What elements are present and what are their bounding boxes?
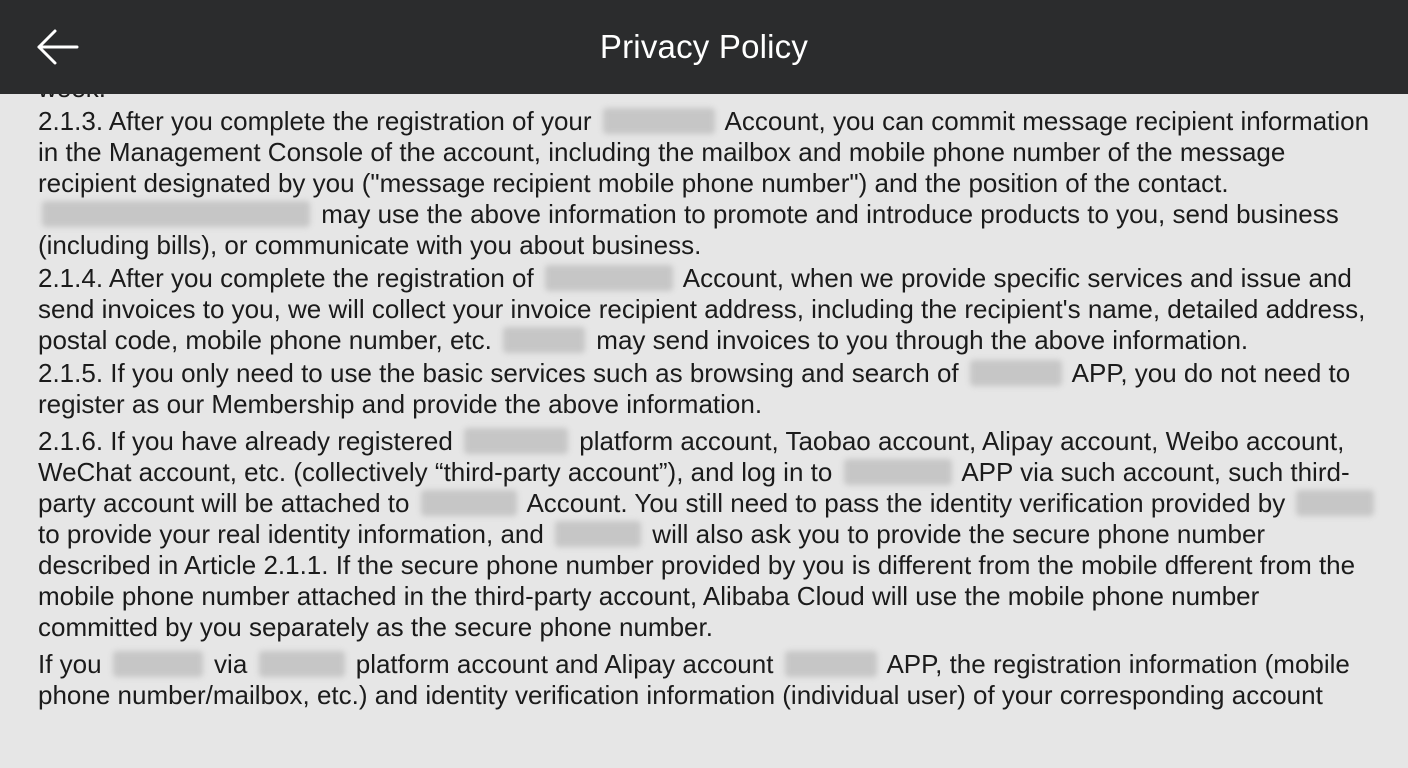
section-text: will also ask you to provide the secure phone number described in Article 2.1.1. If the secure phone number provided by you is different from the mobile dfferent from the mobile phone number attached in the third-party account, Alibaba Cloud will use the mobile phone number committed by you separately as the secure phone number.: [38, 519, 1356, 642]
redacted-name: [970, 360, 1062, 386]
section-text: 2.1.6. If you have already registered: [38, 426, 461, 456]
section-text: platform account and Alipay account: [348, 649, 781, 679]
section-registration-info: [38, 649, 1383, 711]
redacted-name: [113, 651, 203, 677]
redacted-name: [785, 651, 877, 677]
policy-text: [38, 42, 1383, 713]
top-app-bar: [0, 0, 1408, 94]
redacted-name: [555, 521, 641, 547]
section-text: Account. You still need to pass the identity verification provided by: [520, 488, 1293, 518]
redacted-name: [42, 201, 310, 227]
redacted-name: [844, 459, 952, 485]
section-text: platform account, Taobao account, Alipay account, Weibo account, WeChat account, etc. (collectively “third-party account”), and log in to: [38, 426, 1345, 487]
section-text: If you: [38, 649, 109, 679]
redacted-name: [603, 108, 715, 134]
section-2-1-5: [38, 358, 1383, 420]
redacted-name: [421, 490, 517, 516]
section-2-1-3: [38, 106, 1383, 261]
section-2-1-4: [38, 263, 1383, 356]
redacted-name: [1296, 490, 1374, 516]
section-text: Account, when we provide specific services and issue and send invoices to you, we will collect your invoice recipient address, including the recipient's name, detailed address, postal code, mobile phone number, etc.: [38, 263, 1366, 355]
page-title: Privacy Policy: [599, 28, 809, 65]
policy-content[interactable]: [0, 94, 1408, 768]
redacted-name: [464, 428, 568, 454]
section-text: APP, the registration information (mobile phone number/mailbox, etc.) and identity verification information (individual user) of your corresponding account: [38, 649, 1350, 710]
section-text: APP, you do not need to register as our Membership and provide the above information.: [38, 358, 1351, 419]
section-2-1-6: [38, 426, 1383, 643]
section-text: 2.1.4. After you complete the registration of: [38, 263, 541, 293]
section-text: APP via such account, such third-party account will be attached to: [38, 457, 1350, 518]
redacted-name: [545, 265, 673, 291]
section-text: to provide your real identity information, and: [38, 519, 552, 549]
section-text: 2.1.3. After you complete the registration of your: [38, 106, 599, 136]
redacted-name: [259, 651, 345, 677]
section-text: may send invoices to you through the above information.: [589, 325, 1249, 355]
section-text: Account, you can commit message recipient information in the Management Console of the account, including the mailbox and mobile phone number of the message recipient designated by you ("message recipient mobile phone number") and the position of the contact.: [38, 106, 1370, 198]
redacted-name: [503, 327, 585, 353]
section-text: via: [206, 649, 255, 679]
section-text: 2.1.5. If you only need to use the basic services such as browsing and search of: [38, 358, 966, 388]
section-text: may use the above information to promote and introduce products to you, send business (including bills), or communicate with you about business.: [38, 199, 1339, 260]
